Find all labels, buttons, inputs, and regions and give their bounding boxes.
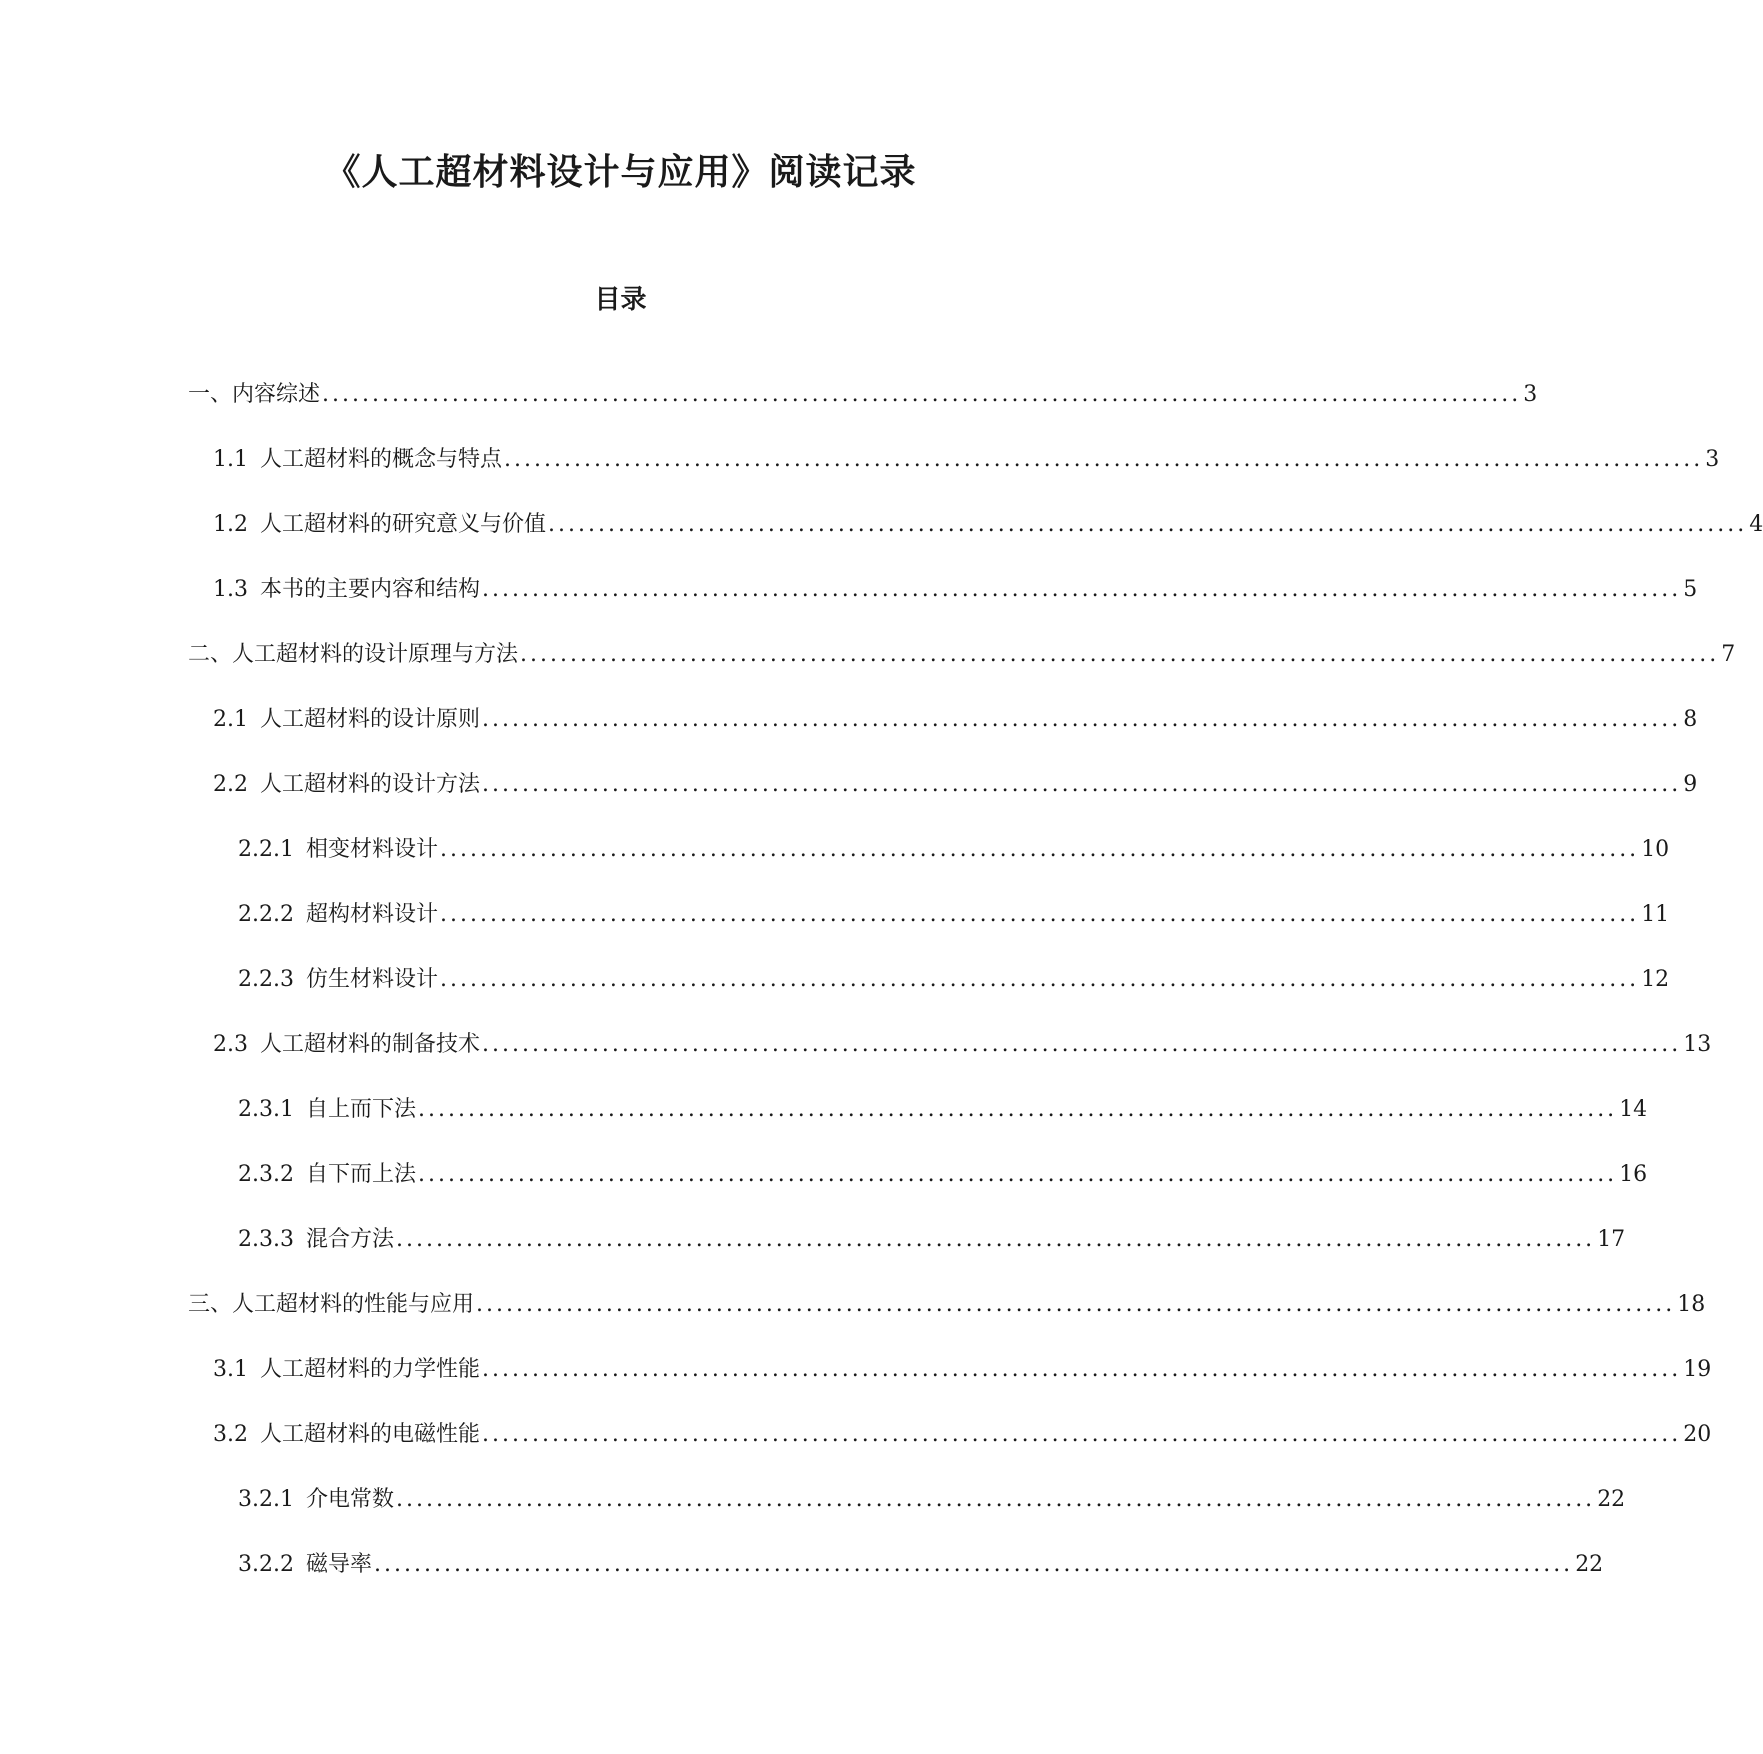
toc-entry-label: 仿生材料设计 xyxy=(305,967,438,992)
toc-entry-number: 2.1 xyxy=(213,707,248,732)
toc-entry-page-number: 14 xyxy=(1619,1097,1648,1122)
toc-entry-label: 人工超材料的研究意义与价值 xyxy=(260,512,547,537)
toc-entry-page-number: 19 xyxy=(1683,1357,1712,1382)
toc-entry-page-number: 3 xyxy=(1523,382,1538,407)
toc-entry[interactable] xyxy=(0,1485,1626,1550)
toc-entry[interactable] xyxy=(0,835,1670,900)
toc-entry-label: 本书的主要内容和结构 xyxy=(260,577,481,602)
toc-dot-leader: ........................................................................................................................ xyxy=(482,1357,1682,1382)
toc-entry-label: 自上而下法 xyxy=(305,1097,416,1122)
toc-entry-number: 2.3.2 xyxy=(238,1162,294,1187)
toc-dot-leader: ........................................................................................................................ xyxy=(520,642,1720,667)
toc-dot-leader: ........................................................................................................................ xyxy=(396,1487,1596,1512)
toc-entry-page-number: 13 xyxy=(1683,1032,1712,1057)
toc-entry-number: 2.2.1 xyxy=(238,837,294,862)
toc-entry-label: 人工超材料的设计方法 xyxy=(260,772,481,797)
toc-entry-number: 1.1 xyxy=(213,447,248,472)
toc-entry-label: 超构材料设计 xyxy=(305,902,438,927)
toc-entry-label: 人工超材料的设计原则 xyxy=(260,707,481,732)
toc-dot-leader: ........................................................................................................................ xyxy=(418,1097,1618,1122)
toc-entry-page-number: 20 xyxy=(1683,1422,1712,1447)
toc-entry-page-number: 5 xyxy=(1683,577,1698,602)
toc-entry-label: 人工超材料的制备技术 xyxy=(260,1032,481,1057)
toc-entry-number: 2.3.1 xyxy=(238,1097,294,1122)
toc-entry-number: 2.3 xyxy=(213,1032,248,1057)
toc-entry-page-number: 17 xyxy=(1597,1227,1626,1252)
toc-entry[interactable] xyxy=(0,380,1538,445)
toc-entry[interactable] xyxy=(0,770,1698,835)
toc-entry-label: 自下而上法 xyxy=(305,1162,416,1187)
toc-entry-page-number: 12 xyxy=(1641,967,1670,992)
toc-entry[interactable] xyxy=(0,1355,1712,1420)
toc-entry[interactable] xyxy=(0,575,1698,640)
toc-entry[interactable] xyxy=(0,1160,1648,1225)
toc-entry[interactable] xyxy=(0,1225,1626,1290)
toc-entry-number: 2.2.3 xyxy=(238,967,294,992)
toc-entry[interactable] xyxy=(0,640,1736,705)
toc-dot-leader: ........................................................................................................................ xyxy=(548,512,1748,537)
toc-entry-page-number: 16 xyxy=(1619,1162,1648,1187)
toc-entry-label: 磁导率 xyxy=(305,1552,372,1577)
toc-entry[interactable] xyxy=(0,1420,1712,1485)
toc-entry-number: 2.3.3 xyxy=(238,1227,294,1252)
toc-dot-leader: ........................................................................................................................ xyxy=(504,447,1704,472)
toc-entry-label: 一、内容综述 xyxy=(188,382,321,407)
toc-dot-leader: ........................................................................................................................ xyxy=(396,1227,1596,1252)
toc-entry-page-number: 4 xyxy=(1749,512,1763,537)
toc-entry[interactable] xyxy=(0,900,1670,965)
toc-entry-page-number: 9 xyxy=(1683,772,1698,797)
toc-entry-page-number: 22 xyxy=(1597,1487,1626,1512)
toc-heading: 目录 xyxy=(594,285,647,315)
toc-entry[interactable] xyxy=(0,1290,1706,1355)
toc-entry[interactable] xyxy=(0,510,1763,575)
toc-dot-leader: ........................................................................................................................ xyxy=(440,967,1640,992)
toc-dot-leader: ........................................................................................................................ xyxy=(482,1422,1682,1447)
toc-entry-label: 混合方法 xyxy=(305,1227,394,1252)
toc-dot-leader: ........................................................................................................................ xyxy=(482,707,1682,732)
toc-dot-leader: ........................................................................................................................ xyxy=(440,902,1640,927)
toc-entry[interactable] xyxy=(0,705,1698,770)
toc-entry-label: 相变材料设计 xyxy=(305,837,438,862)
toc-entry-page-number: 11 xyxy=(1641,902,1670,927)
toc-dot-leader: ........................................................................................................................ xyxy=(482,1032,1682,1057)
toc-entry-page-number: 18 xyxy=(1677,1292,1706,1317)
toc-dot-leader: ........................................................................................................................ xyxy=(482,772,1682,797)
toc-entry-number: 1.3 xyxy=(213,577,248,602)
toc-entry-page-number: 3 xyxy=(1705,447,1720,472)
table-of-contents xyxy=(0,380,1763,1615)
toc-entry-number: 2.2 xyxy=(213,772,248,797)
toc-entry-number: 3.1 xyxy=(213,1357,248,1382)
toc-dot-leader: ........................................................................................................................ xyxy=(476,1292,1676,1317)
toc-dot-leader: ........................................................................................................................ xyxy=(418,1162,1618,1187)
toc-entry-label: 介电常数 xyxy=(305,1487,394,1512)
toc-entry-page-number: 22 xyxy=(1575,1552,1604,1577)
toc-entry[interactable] xyxy=(0,965,1670,1030)
toc-entry-number: 3.2.1 xyxy=(238,1487,294,1512)
toc-entry-label: 二、人工超材料的设计原理与方法 xyxy=(188,642,519,667)
toc-dot-leader: ........................................................................................................................ xyxy=(374,1552,1574,1577)
toc-dot-leader: ........................................................................................................................ xyxy=(482,577,1682,602)
toc-entry-number: 3.2.2 xyxy=(238,1552,294,1577)
toc-entry-number: 2.2.2 xyxy=(238,902,294,927)
toc-entry-number: 1.2 xyxy=(213,512,248,537)
toc-entry[interactable] xyxy=(0,1550,1604,1615)
toc-dot-leader: ........................................................................................................................ xyxy=(322,382,1522,407)
toc-entry-page-number: 7 xyxy=(1721,642,1736,667)
toc-entry-label: 人工超材料的概念与特点 xyxy=(260,447,503,472)
document-title: 《人工超材料设计与应用》阅读记录 xyxy=(324,152,917,193)
toc-entry[interactable] xyxy=(0,1030,1712,1095)
toc-entry-label: 三、人工超材料的性能与应用 xyxy=(188,1292,475,1317)
toc-entry[interactable] xyxy=(0,1095,1648,1160)
toc-entry-label: 人工超材料的力学性能 xyxy=(260,1357,481,1382)
toc-entry-page-number: 10 xyxy=(1641,837,1670,862)
toc-entry-page-number: 8 xyxy=(1683,707,1698,732)
toc-entry-label: 人工超材料的电磁性能 xyxy=(260,1422,481,1447)
toc-entry[interactable] xyxy=(0,445,1720,510)
toc-dot-leader: ........................................................................................................................ xyxy=(440,837,1640,862)
toc-entry-number: 3.2 xyxy=(213,1422,248,1447)
